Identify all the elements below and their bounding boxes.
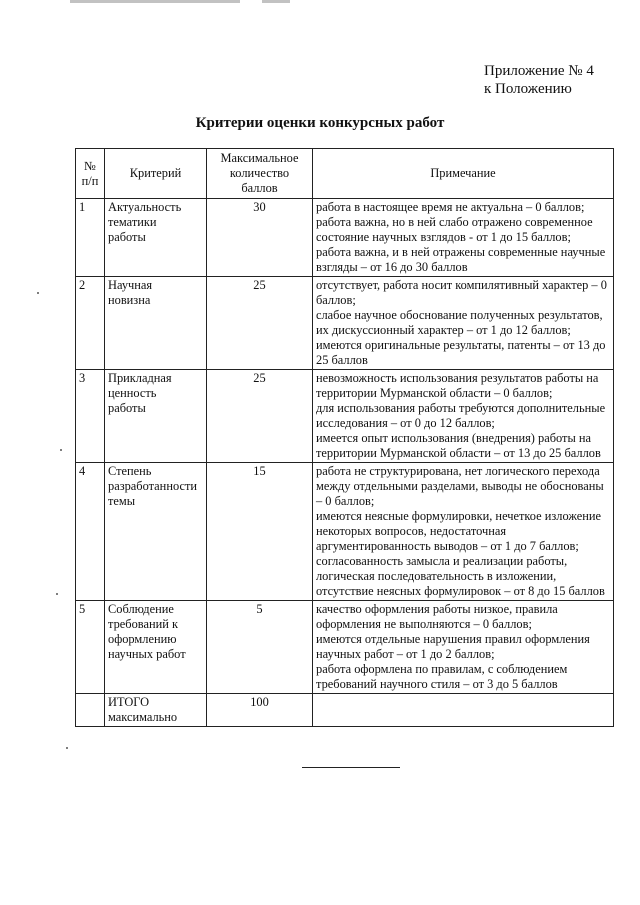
criterion-line: разработанности bbox=[108, 479, 197, 493]
criterion-cell bbox=[105, 370, 207, 463]
header-number-line: п/п bbox=[81, 173, 99, 188]
table-row bbox=[76, 370, 614, 463]
criterion-line: работы bbox=[108, 230, 146, 244]
scan-speck bbox=[60, 449, 62, 451]
criterion-cell bbox=[105, 277, 207, 370]
header-max-line: Максимальное bbox=[220, 151, 299, 165]
max-score-cell: 15 bbox=[207, 463, 313, 601]
criterion-cell bbox=[105, 601, 207, 694]
criterion-cell bbox=[105, 463, 207, 601]
note-cell bbox=[313, 601, 614, 694]
note-cell bbox=[313, 277, 614, 370]
note-line: работа важна, но в ней слабо отражено современное состояние научных взглядов - от 1 до 15 баллов; bbox=[316, 215, 593, 244]
scan-speck bbox=[37, 292, 39, 294]
criterion-line: требований к bbox=[108, 617, 178, 631]
row-number: 4 bbox=[76, 463, 105, 601]
header-max-line: баллов bbox=[241, 181, 278, 195]
appendix-header bbox=[484, 62, 594, 98]
note-line: имеется опыт использования (внедрения) работы на территории Мурманской области – от 13 до 25 баллов bbox=[316, 431, 601, 460]
note-line: работа оформлена по правилам, с соблюдением требований научного стиля – от 3 до 5 баллов bbox=[316, 662, 568, 691]
criterion-cell bbox=[105, 199, 207, 277]
row-number: 5 bbox=[76, 601, 105, 694]
scan-speck bbox=[66, 747, 68, 749]
header-number-line: № bbox=[84, 158, 96, 173]
criterion-line: максимально bbox=[108, 710, 178, 724]
note-line: качество оформления работы низкое, правила оформления не выполняются – 0 баллов; bbox=[316, 602, 558, 631]
document-title: Критерии оценки конкурсных работ bbox=[195, 115, 445, 131]
max-score-cell: 5 bbox=[207, 601, 313, 694]
header-max-line: количество bbox=[229, 166, 290, 180]
criterion-cell bbox=[105, 694, 207, 727]
table-header-row bbox=[76, 149, 614, 199]
note-cell bbox=[313, 199, 614, 277]
criterion-line: Соблюдение bbox=[108, 602, 174, 616]
note-cell bbox=[313, 370, 614, 463]
header-max-score bbox=[207, 149, 313, 199]
criterion-line: ИТОГО bbox=[108, 695, 150, 709]
table-row bbox=[76, 694, 614, 727]
max-score-cell: 100 bbox=[207, 694, 313, 727]
criterion-line: научных работ bbox=[108, 647, 186, 661]
max-score-cell: 25 bbox=[207, 277, 313, 370]
note-line: работа не структурирована, нет логического перехода между отдельными разделами, выводы не обоснованы – 0 баллов; bbox=[316, 464, 604, 508]
criterion-line: Степень bbox=[108, 464, 152, 478]
criterion-line: Научная bbox=[108, 278, 153, 292]
criteria-table bbox=[75, 148, 614, 727]
table-row bbox=[76, 199, 614, 277]
criterion-line: ценность bbox=[108, 386, 157, 400]
note-line: работа в настоящее время не актуальна – 0 баллов; bbox=[316, 200, 585, 214]
criterion-line: темы bbox=[108, 494, 136, 508]
note-line: отсутствует, работа носит компилятивный характер – 0 баллов; bbox=[316, 278, 607, 307]
note-line: слабое научное обоснование полученных результатов, их дискуссионный характер – от 1 до 12 баллов; bbox=[316, 308, 603, 337]
header-criterion: Критерий bbox=[105, 149, 207, 199]
table-row bbox=[76, 601, 614, 694]
scan-artifact bbox=[70, 0, 240, 3]
row-number: 3 bbox=[76, 370, 105, 463]
criterion-line: работы bbox=[108, 401, 146, 415]
note-line: имеются неясные формулировки, нечеткое изложение некоторых вопросов, недостаточная аргументированность выводов – от 1 до 7 баллов; bbox=[316, 509, 601, 553]
criterion-line: Прикладная bbox=[108, 371, 172, 385]
table-row bbox=[76, 277, 614, 370]
row-number: 2 bbox=[76, 277, 105, 370]
criterion-line: Актуальность bbox=[108, 200, 182, 214]
note-line: невозможность использования результатов работы на территории Мурманской области – 0 баллов; bbox=[316, 371, 599, 400]
note-line: имеются оригинальные результаты, патенты – от 13 до 25 баллов bbox=[316, 338, 606, 367]
criterion-line: оформлению bbox=[108, 632, 177, 646]
header-note: Примечание bbox=[313, 149, 614, 199]
note-line: для использования работы требуются дополнительные исследования – от 0 до 12 баллов; bbox=[316, 401, 606, 430]
scan-artifact bbox=[262, 0, 290, 3]
table-body bbox=[76, 199, 614, 727]
note-line: имеются отдельные нарушения правил оформления научных работ – от 1 до 2 баллов; bbox=[316, 632, 590, 661]
max-score-cell: 25 bbox=[207, 370, 313, 463]
table-row bbox=[76, 463, 614, 601]
row-number bbox=[76, 694, 105, 727]
note-line: работа важна, и в ней отражены современные научные взгляды – от 16 до 30 баллов bbox=[316, 245, 606, 274]
header-number bbox=[76, 149, 105, 199]
appendix-number: Приложение № 4 bbox=[484, 63, 594, 79]
criterion-line: тематики bbox=[108, 215, 157, 229]
row-number: 1 bbox=[76, 199, 105, 277]
note-cell bbox=[313, 463, 614, 601]
footer-rule bbox=[302, 767, 400, 768]
criterion-line: новизна bbox=[108, 293, 151, 307]
note-cell bbox=[313, 694, 614, 727]
scan-speck bbox=[56, 593, 58, 595]
appendix-reference: к Положению bbox=[484, 81, 572, 97]
max-score-cell: 30 bbox=[207, 199, 313, 277]
note-line: согласованность замысла и реализации работы, логическая последовательность в изложении, отсутствие неясных формулировок – от 8 до 15 баллов bbox=[316, 554, 605, 598]
